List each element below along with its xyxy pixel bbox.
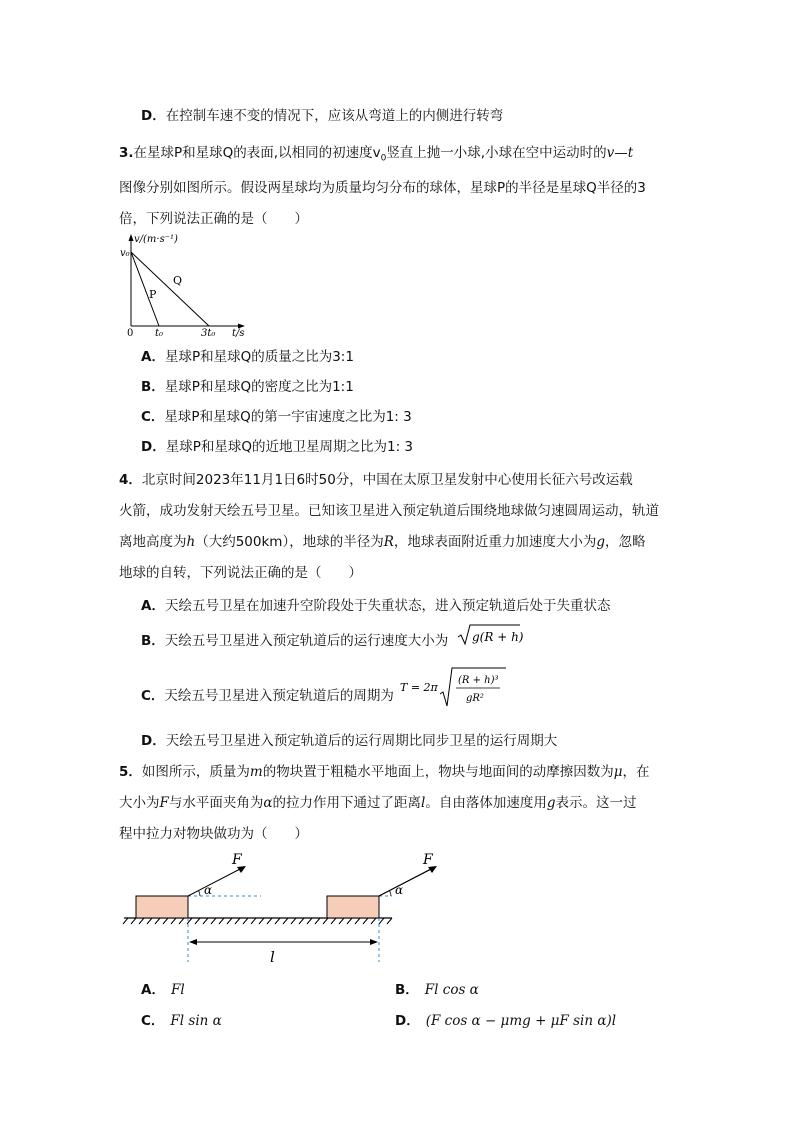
distance-label: l (270, 948, 275, 966)
q5-option-b (395, 978, 479, 998)
stem-text: 竖直上抛一小球,小球在空中运动时的 (386, 145, 607, 161)
subscript: 0 (380, 153, 387, 164)
stem-text: 表示。这一过 (555, 795, 637, 811)
var-m: m (249, 764, 263, 780)
q4-stem-line3 (119, 530, 646, 550)
q3-option-c (141, 405, 412, 425)
option-letter: C． (141, 1013, 165, 1029)
q4-option-b (141, 629, 448, 649)
q3-stem-line1 (119, 141, 633, 164)
stem-text: 离地高度为 (119, 534, 187, 550)
stem-text: 如图所示，质量为 (141, 764, 250, 780)
q2-option-d (141, 104, 503, 124)
var-v: v (606, 145, 615, 161)
q5-stem-line1 (119, 760, 650, 780)
force-label-start: F (232, 852, 242, 868)
distance-arrowhead-right (370, 939, 378, 945)
var-g: g (596, 534, 606, 550)
option-text: 在控制车速不变的情况下，应该从弯道上的内侧进行转弯 (165, 108, 504, 124)
dash: — (614, 145, 628, 161)
stem-text: 的拉力作用下通过了距离 (272, 795, 421, 811)
option-expr: (F cos α − μmg + μF sin α)l (425, 1013, 617, 1029)
q5-stem-line3: 程中拉力对物块做功为（ ） (119, 826, 308, 842)
option-letter: B． (141, 633, 165, 649)
vt-graph (115, 228, 255, 339)
option-letter: C． (141, 688, 165, 704)
force-arrow-start (188, 868, 242, 896)
ground-hatching (123, 918, 392, 924)
option-letter: B． (141, 379, 165, 395)
option-text: 星球P和星球Q的近地卫星周期之比为1: 3 (165, 439, 414, 455)
q3-option-b (141, 375, 354, 395)
line-q (131, 252, 209, 326)
angle-label-start: α (204, 883, 213, 897)
force-diagram-right (379, 848, 449, 918)
stem-text: 大小为 (119, 795, 160, 811)
stem-text: ，地球表面附近重力加速度大小为 (393, 534, 597, 550)
q5-option-d (395, 1009, 616, 1029)
q3-option-a (141, 345, 354, 365)
var-l: l (421, 795, 426, 811)
stem-text: 的物块置于粗糙水平地面上，物块与地面间的动摩擦因数为 (262, 764, 614, 780)
sqrt-formula-b (456, 622, 522, 648)
option-text: 天绘五号卫星进入预定轨道后的运行周期比同步卫星的运行周期大 (165, 733, 558, 749)
q5-option-a (141, 978, 185, 998)
stem-text: ，忽略 (605, 534, 646, 550)
angle-label-end: α (395, 883, 404, 897)
force-label-end: F (423, 852, 433, 868)
formula-text: g(R + h) (472, 630, 524, 644)
t3-label: 3t₀ (201, 328, 216, 339)
option-letter: B． (395, 982, 419, 998)
q3-stem-line3: 倍，下列说法正确的是（ ） (119, 211, 308, 227)
option-letter: A． (141, 598, 165, 614)
y-axis-arrow (129, 234, 134, 241)
x-axis-label: t/s (232, 328, 245, 339)
option-expr: Fl sin α (170, 1013, 222, 1029)
var-g: g (546, 795, 556, 811)
stem-text: 在星球P和星球Q的表面,以相同的初速度v (133, 145, 381, 161)
q4-stem-line2: 火箭，成功发射天绘五号卫星。已知该卫星进入预定轨道后围绕地球做匀速圆周运动，轨道 (119, 503, 659, 519)
option-text: 天绘五号卫星进入预定轨道后的运行速度大小为 (164, 633, 449, 649)
distance-arrowhead-left (189, 939, 197, 945)
option-text: 星球P和星球Q的第一宇宙速度之比为1: 3 (164, 409, 412, 425)
label-p: P (149, 288, 157, 301)
option-letter: D． (141, 108, 166, 124)
option-text: 星球P和星球Q的密度之比为1:1 (164, 379, 354, 395)
stem-text: 。自由落体加速度用 (425, 795, 547, 811)
var-f: F (159, 795, 169, 811)
label-q: Q (173, 274, 183, 287)
formula-prefix: T = 2π (400, 681, 438, 694)
q3-stem-line2: 图像分别如图所示。假设两星球均为质量均匀分布的球体，星球P的半径是星球Q半径的3 (119, 180, 646, 196)
y-axis-label: v/(m·s⁻¹) (134, 234, 178, 245)
option-letter: D． (141, 439, 166, 455)
q4-option-a (141, 594, 610, 614)
option-letter: C． (141, 409, 165, 425)
var-t: t (627, 145, 634, 161)
q4-stem-line4: 地球的自转，下列说法正确的是（ ） (119, 565, 362, 581)
option-text: 天绘五号卫星进入预定轨道后的周期为 (164, 688, 394, 704)
question-number: 4． (119, 472, 142, 488)
option-expr: Fl cos α (424, 982, 479, 998)
stem-text: ，在 (622, 764, 650, 780)
origin-label: 0 (127, 328, 134, 339)
q4-stem-line1 (119, 468, 633, 488)
option-letter: D． (395, 1013, 420, 1029)
question-number: 3. (119, 145, 134, 161)
option-letter: D． (141, 733, 166, 749)
option-letter: A． (141, 982, 165, 998)
period-formula-c (400, 664, 510, 710)
block-end (327, 896, 379, 918)
stem-text: （大约500km），地球的半径为 (195, 534, 384, 550)
stem-text: 北京时间2023年11月1日6时50分，中国在太原卫星发射中心使用长征六号改运载 (141, 472, 633, 488)
question-number: 5． (119, 764, 142, 780)
force-arrow-end-continued (379, 868, 433, 896)
stem-text: 与水平面夹角为 (168, 795, 264, 811)
force-diagram (118, 848, 404, 966)
v0-label: v₀ (120, 248, 130, 259)
formula-numerator: (R + h)³ (458, 675, 499, 686)
q5-stem-line2 (119, 791, 636, 811)
option-text: 星球P和星球Q的质量之比为3:1 (164, 349, 354, 365)
q5-option-c (141, 1009, 222, 1029)
var-alpha: α (263, 795, 273, 811)
option-expr: Fl (170, 982, 185, 998)
q4-option-c (141, 684, 394, 704)
option-letter: A． (141, 349, 165, 365)
angle-arc-start (199, 891, 200, 896)
q4-option-d (141, 729, 557, 749)
var-h: h (186, 534, 196, 550)
option-text: 天绘五号卫星在加速升空阶段处于失重状态，进入预定轨道后处于失重状态 (164, 598, 611, 614)
q3-option-d (141, 435, 413, 455)
formula-denominator: gR² (466, 693, 484, 704)
block-start (136, 896, 188, 918)
t0-label: t₀ (155, 328, 164, 339)
var-r: R (383, 534, 394, 550)
var-mu: μ (613, 764, 623, 780)
